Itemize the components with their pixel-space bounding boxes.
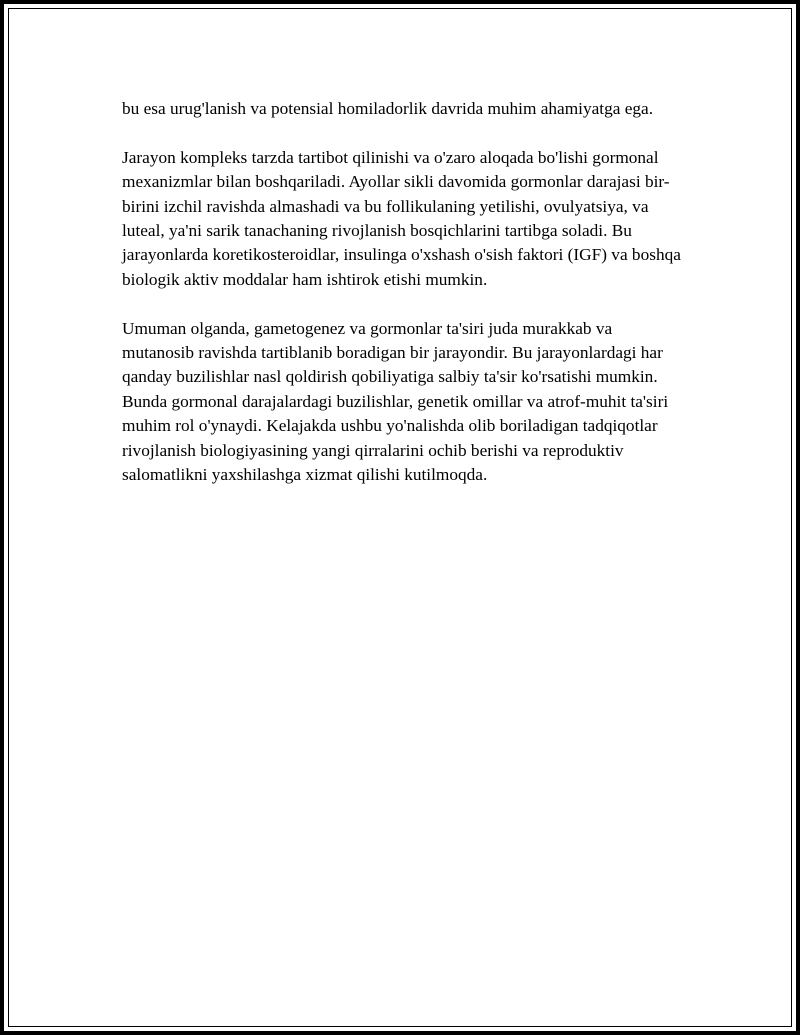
paragraph: Jarayon kompleks tarzda tartibot qilinishi va o'zaro aloqada bo'lishi gormonal mexanizmlar bilan boshqariladi. Ayollar sikli davomida gormonlar darajasi bir-birini izchil ravishda almashadi va bu follikulaning yetilishi, ovulyatsiya, va luteal, ya'ni sarik tanachaning rivojlanish bosqichlarini tartibga soladi. Bu jarayonlarda koretikosteroidlar, insulinga o'xshash o'sish faktori (IGF) va boshqa biologik aktiv moddalar ham ishtirok etishi mumkin. bbox=[122, 147, 681, 289]
paragraph: bu esa urug'lanish va potensial homiladorlik davrida muhim ahamiyatga ega. bbox=[122, 99, 654, 118]
document-body bbox=[122, 97, 688, 512]
paragraph: Umuman olganda, gametogenez va gormonlar ta'siri juda murakkab va mutanosib ravishda tartiblanib boradigan bir jarayondir. Bu jarayonlardagi har qanday buzilishlar nasl qoldirish qobiliyatiga salbiy ta'sir ko'rsatishi mumkin. Bunda gormonal darajalardagi buzilishlar, genetik omillar va atrof-muhit ta'siri muhim rol o'ynaydi. Kelajakda ushbu yo'nalishda olib boriladigan tadqiqotlar rivojlanish biologiyasining yangi qirralarini ochib berishi va reproduktiv salomatlikni yaxshilashga xizmat qilishi kutilmoqda. bbox=[122, 318, 669, 485]
